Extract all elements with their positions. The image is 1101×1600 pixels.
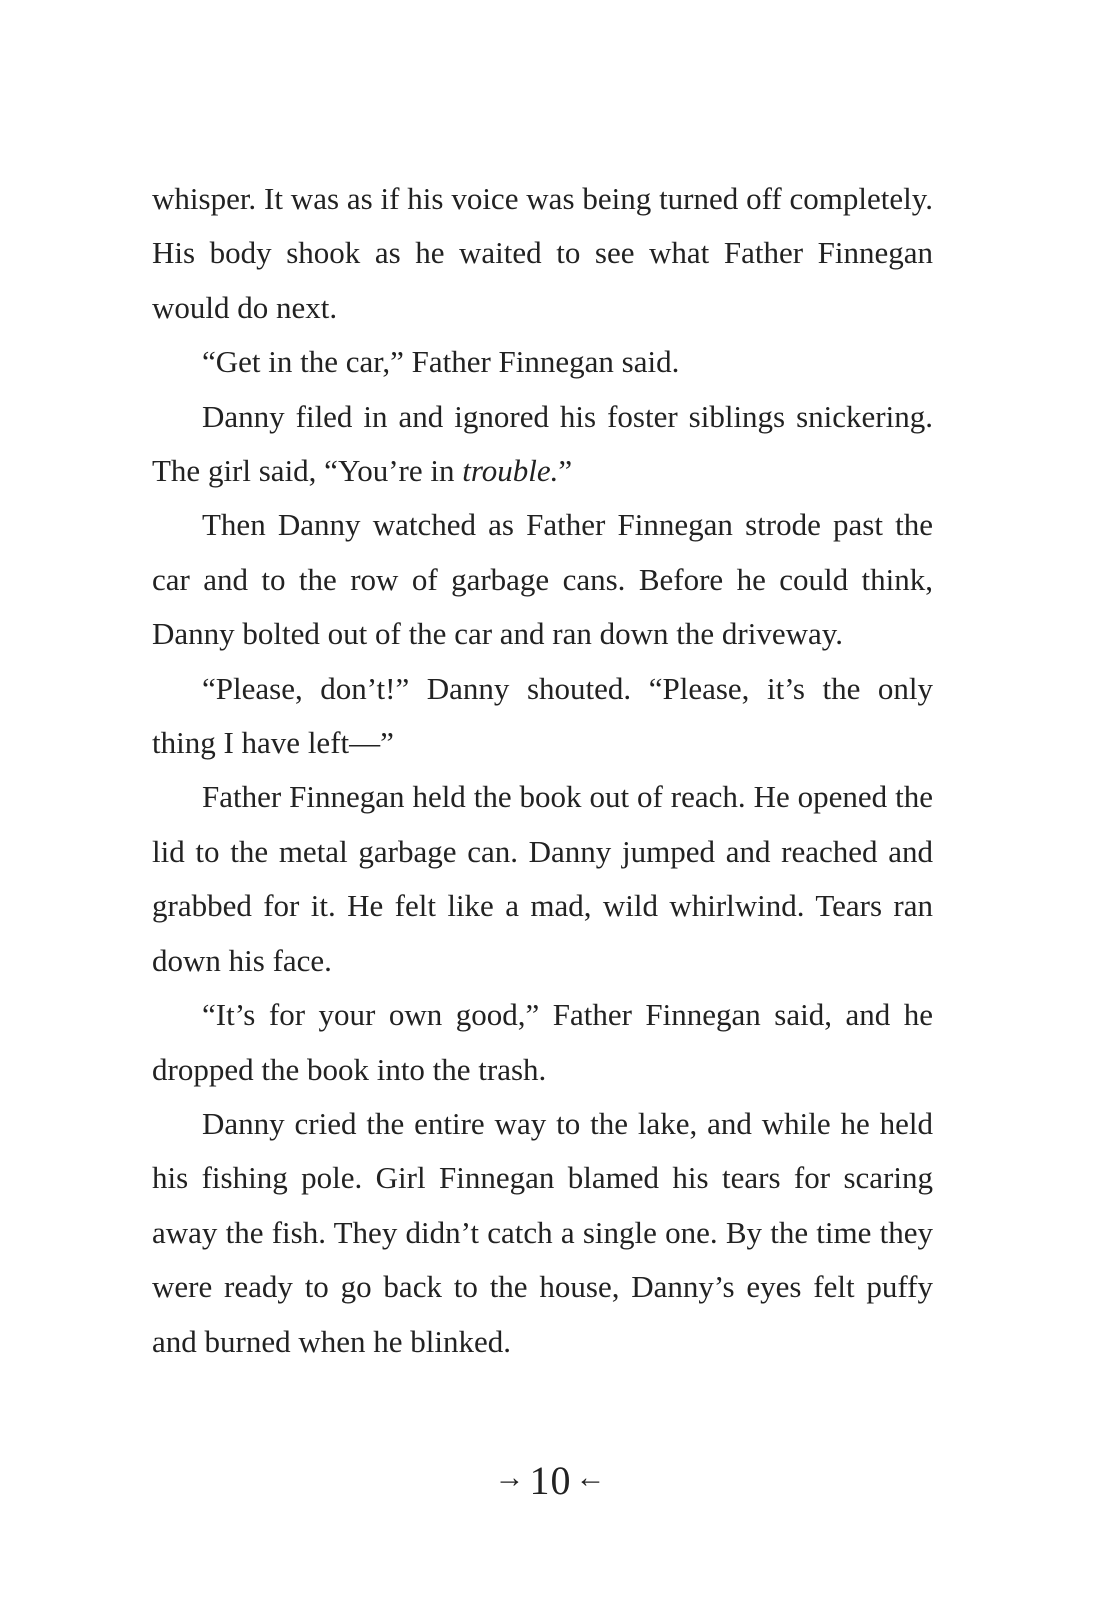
paragraph-3 [152, 390, 933, 499]
page-folio [0, 1452, 1101, 1506]
paragraph-6: Father Finnegan held the book out of reach. He opened the lid to the metal garbage can. Danny jumped and reached and grabbed for it. He felt like a mad, wild whirlwind. Tears ran down his face. [152, 779, 933, 978]
paragraph-3-text: Danny filed in and ignored his foster siblings snickering. The girl said, “You’re in [152, 398, 933, 489]
paragraph-8: Danny cried the entire way to the lake, and while he held his fishing pole. Girl Finnegan blamed his tears for scaring away the fish. They didn’t catch a single one. By the time they were ready to go back to the house, Danny’s eyes felt puffy and burned when he blinked. [152, 1105, 933, 1359]
paragraph-2: “Get in the car,” Father Finnegan said. [202, 344, 680, 380]
paragraph-3-end: ” [558, 453, 573, 489]
paragraph-5: “Please, don’t!” Danny shouted. “Please, it’s the only thing I have left—” [152, 670, 933, 761]
paragraph-7: “It’s for your own good,” Father Finnegan said, and he dropped the book into the trash. [152, 997, 933, 1087]
paragraph-1: whisper. It was as if his voice was being turned off completely. His body shook as he waited to see what Father Finnegan would do next. [152, 181, 933, 325]
right-arrow-icon: → [494, 1460, 526, 1494]
paragraph-3-italic: trouble. [462, 453, 559, 489]
paragraph-4: Then Danny watched as Father Finnegan strode past the car and to the row of garbage cans. Before he could think, Danny bolted out of the car and ran down the driveway. [152, 507, 933, 652]
left-arrow-icon: ← [575, 1460, 607, 1494]
body-text [152, 172, 933, 1369]
page-number: 10 [529, 1457, 572, 1503]
